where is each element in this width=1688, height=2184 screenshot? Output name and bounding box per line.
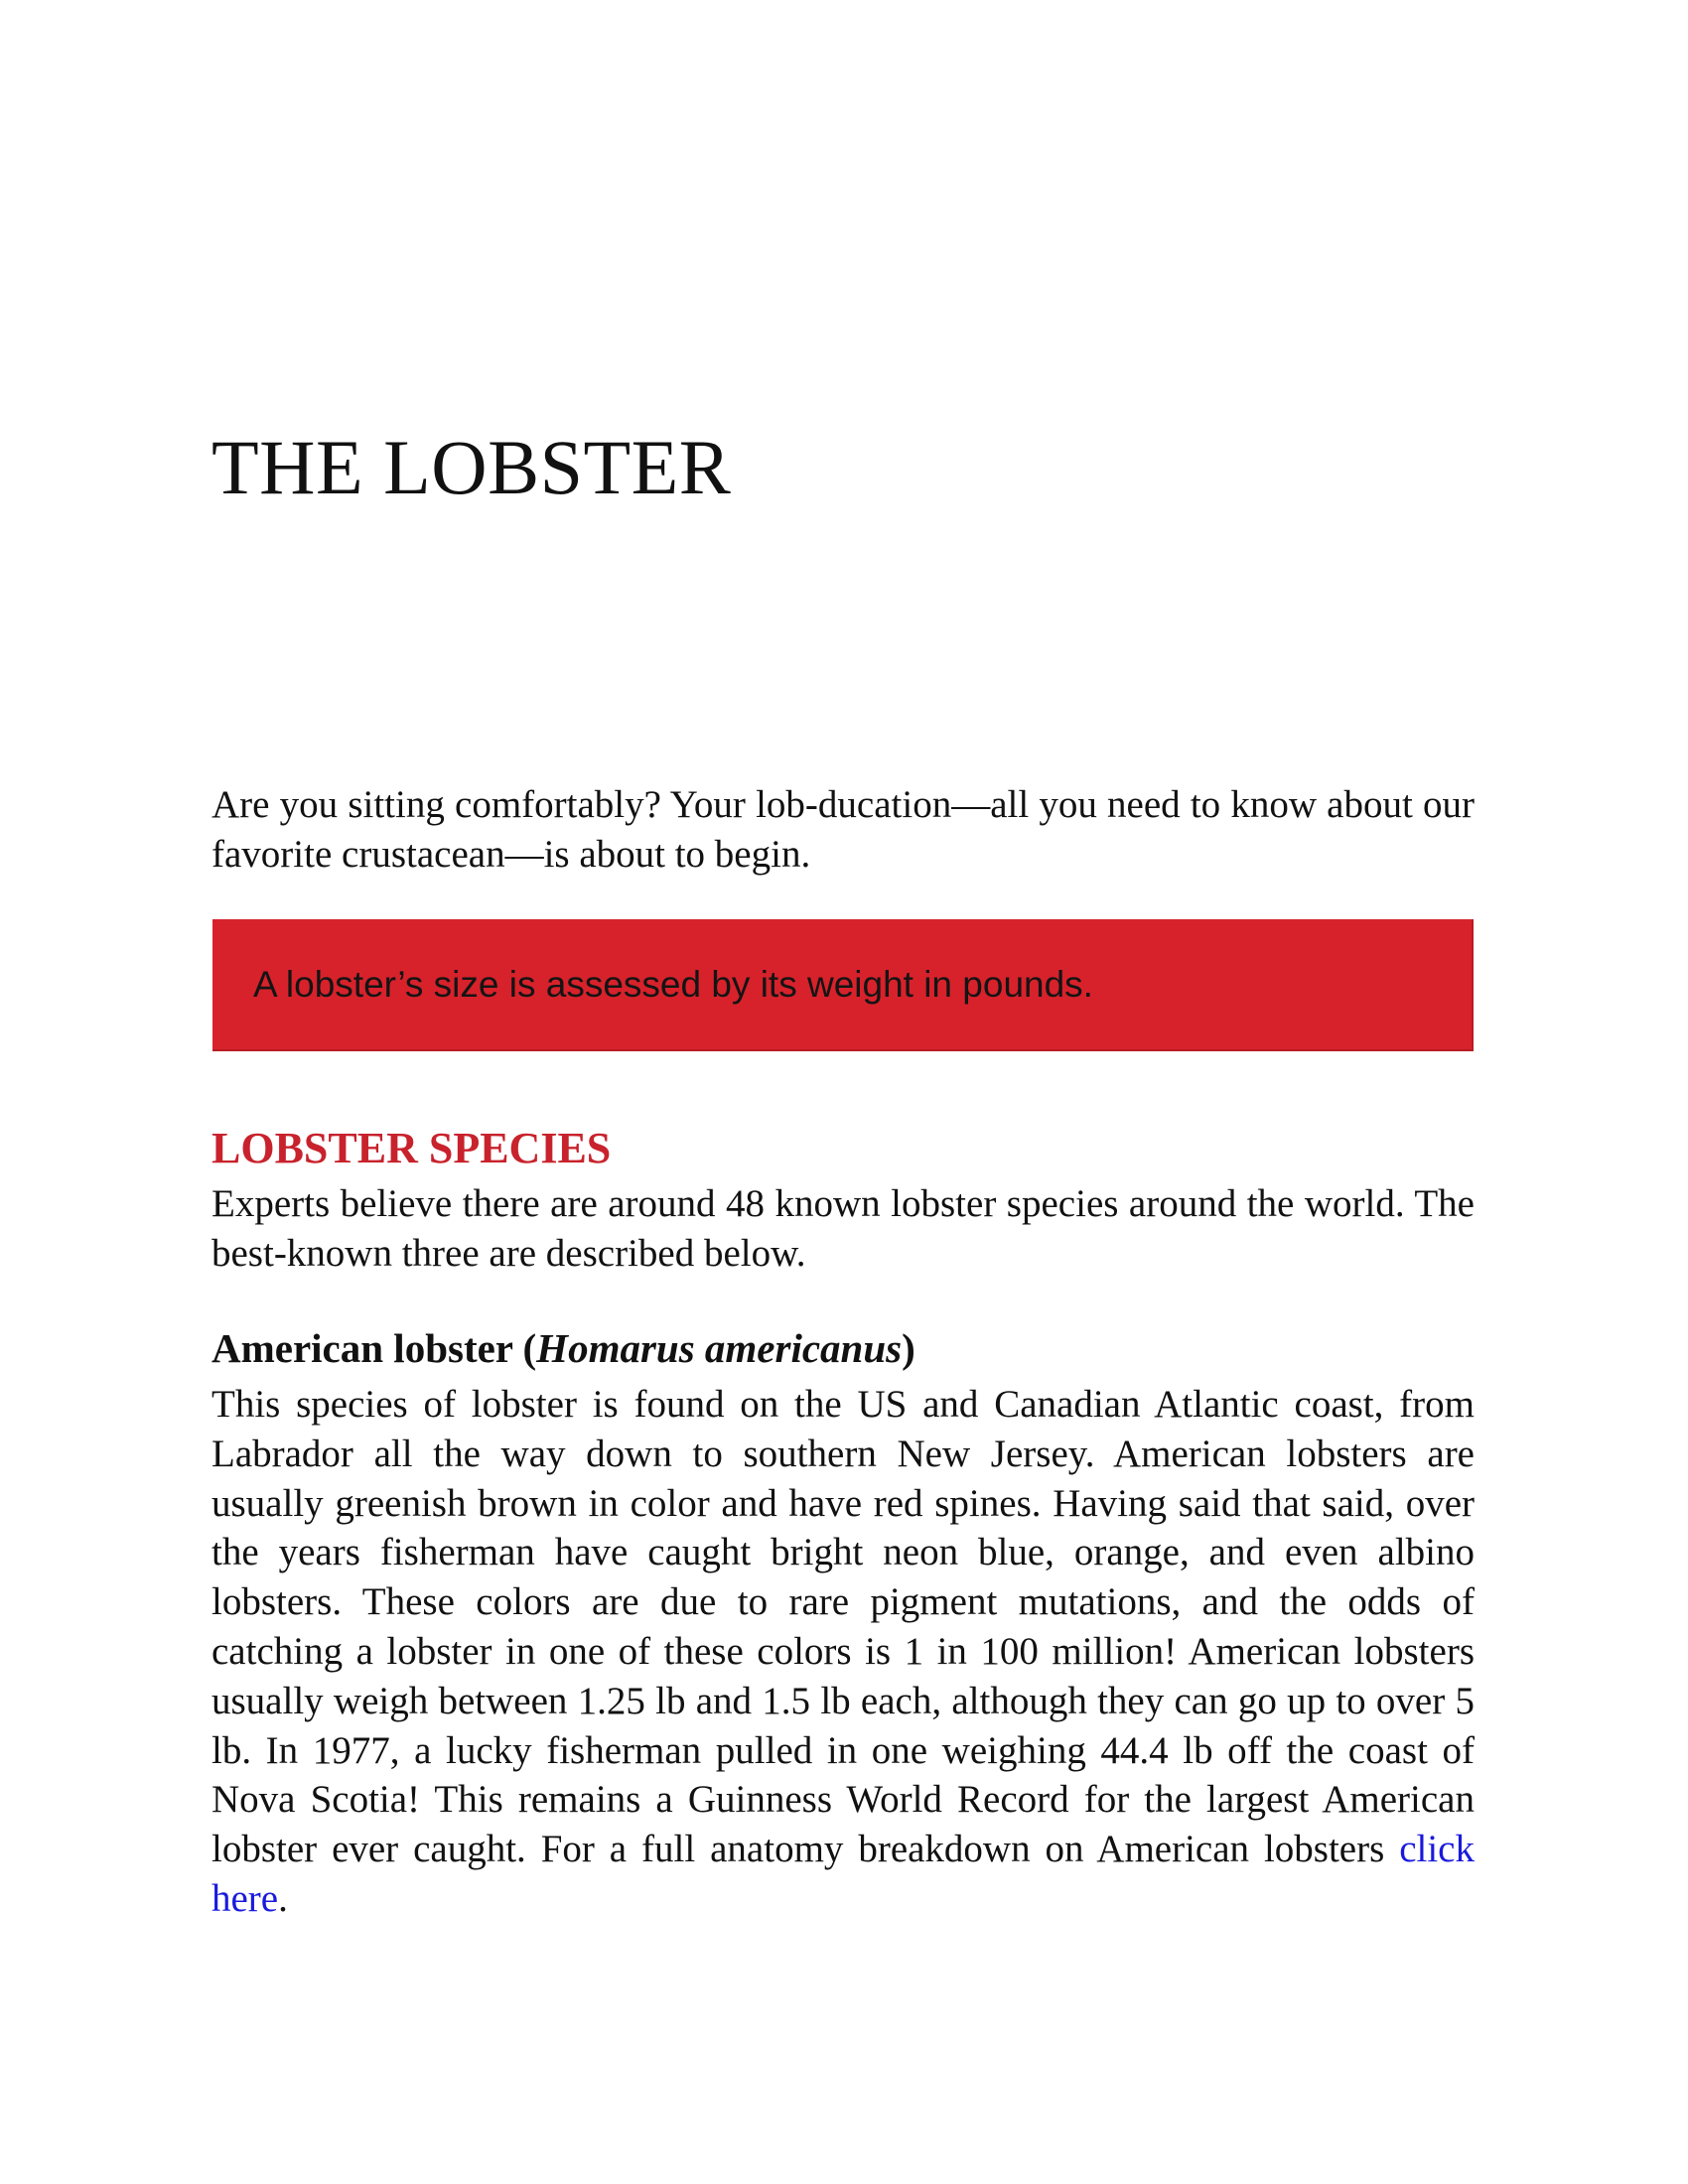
subheading-american-lobster: [211, 1326, 915, 1371]
callout-box: [212, 919, 1474, 1051]
species-intro-paragraph: Experts believe there are around 48 known lobster species around the world. The best-known three are described below.: [211, 1182, 1475, 1275]
page-title: THE LOBSTER: [211, 424, 732, 510]
paragraph-end: .: [278, 1876, 288, 1920]
american-lobster-body: This species of lobster is found on the US and Canadian Atlantic coast, from Labrador all the way down to southern New Jersey. American lobsters are usually greenish brown in color and have red spines. Having said that said, over the years fisherman have caught bright neon blue, orange, and even albino lobsters. These colors are due to rare pigment mutations, and the odds of catching a lobster in one of these colors is 1 in 100 million! American lobsters usually weigh between 1.25 lb and 1.5 lb each, although they can go up to over 5 lb. In 1977, a lucky fisherman pulled in one weighing 44.4 lb off the coast of Nova Scotia! This remains a Guinness World Record for the largest American lobster ever caught. For a full anatomy breakdown on American lobsters: [211, 1383, 1475, 1871]
subheading-prefix: American lobster (: [211, 1325, 537, 1371]
intro-paragraph: Are you sitting comfortably? Your lob-ducation—all you need to know about our favorite crustacean—is about to begin.: [211, 783, 1475, 876]
anatomy-link[interactable]: click here: [211, 1828, 1475, 1920]
american-lobster-paragraph: [211, 1380, 1475, 1924]
scientific-name: Homarus americanus: [536, 1325, 903, 1371]
callout-text: A lobster’s size is assessed by its weight in pounds.: [253, 964, 1093, 1005]
section-heading-lobster-species: LOBSTER SPECIES: [211, 1124, 612, 1172]
subheading-suffix: ): [902, 1325, 915, 1371]
